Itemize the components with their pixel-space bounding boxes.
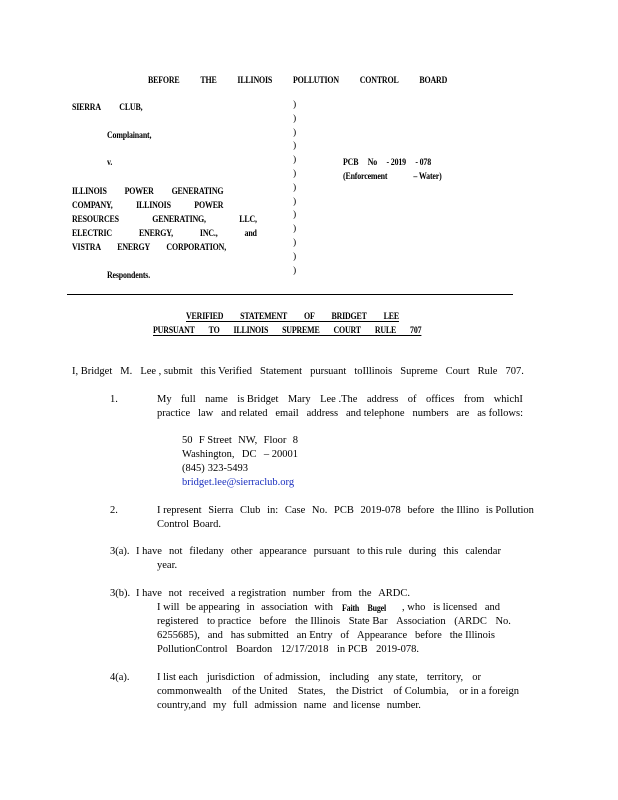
word: SIERRA: [72, 102, 101, 112]
word: Supreme: [400, 366, 438, 377]
word: Control: [157, 519, 190, 530]
respondent-line: [72, 242, 226, 252]
word: the District: [336, 686, 383, 697]
word: this: [443, 546, 459, 557]
caption-paren: ): [293, 100, 297, 110]
word: or in a foreign: [459, 686, 519, 697]
word: law: [198, 408, 214, 419]
paragraph-4a-number: 4(a).: [110, 672, 130, 683]
word: NW,: [238, 435, 258, 446]
word: ENERGY,: [138, 228, 173, 238]
word: my: [212, 700, 227, 711]
word: and license: [333, 700, 381, 711]
respondent-line: [72, 200, 223, 210]
word: 323-5493: [207, 463, 248, 474]
word: of: [340, 630, 350, 641]
word: DC: [241, 449, 257, 460]
case-type: [343, 171, 442, 181]
word: of the United: [232, 686, 288, 697]
word: including: [329, 672, 370, 683]
word: ENERGY: [117, 242, 151, 252]
word: 707: [410, 325, 422, 335]
word: of admission,: [263, 672, 321, 683]
word: during: [408, 546, 437, 557]
word: pursuant: [310, 366, 347, 377]
respondents-label: Respondents.: [107, 270, 151, 280]
word: States,: [297, 686, 326, 697]
caption-paren: ): [293, 168, 297, 179]
caption-paren: ): [293, 196, 297, 207]
word: commonwealth: [157, 686, 222, 697]
word: Faith: [342, 603, 360, 613]
word: Boardon: [236, 644, 273, 655]
paragraph-3a-number: 3(a).: [110, 546, 130, 557]
word: jurisdiction: [206, 672, 255, 683]
word: BOARD: [419, 75, 448, 85]
word: in: [246, 602, 255, 613]
word: received: [188, 588, 225, 599]
word: 707.: [505, 366, 524, 377]
word: No.: [495, 616, 511, 627]
versus-label: v.: [107, 157, 113, 167]
word: I represent: [157, 505, 202, 516]
word: CONTROL: [359, 75, 399, 85]
word: and: [484, 602, 500, 613]
word: Statement: [260, 366, 303, 377]
word: POWER: [194, 200, 224, 210]
word: full: [181, 394, 196, 405]
word: (Enforcement: [343, 171, 388, 181]
word: Court: [445, 366, 470, 377]
word: appearance: [259, 546, 307, 557]
word: BEFORE: [148, 75, 180, 85]
word: in:: [267, 505, 279, 516]
word: be appearing: [185, 602, 240, 613]
word: Floor: [263, 435, 287, 446]
word: I list each: [157, 672, 198, 683]
word: to this rule: [356, 546, 402, 557]
word: 2019-078.: [376, 644, 419, 655]
paragraph-3b-line: [157, 616, 511, 627]
word: Board.: [192, 519, 221, 530]
word: name: [303, 700, 327, 711]
address-city: [182, 449, 298, 460]
statement-title-line2: [153, 325, 421, 336]
word: number.: [386, 700, 421, 711]
word: BRIDGET: [331, 311, 367, 321]
word: No.: [311, 505, 328, 516]
word: pursuant: [313, 546, 350, 557]
word: I will: [157, 602, 180, 613]
paragraph-1-line: [157, 394, 523, 405]
paragraph-2-line: [157, 505, 534, 516]
word: GENERATING,: [152, 214, 206, 224]
caption-paren: ): [293, 237, 297, 248]
word: VISTRA: [72, 242, 101, 252]
word: Case: [284, 505, 306, 516]
word: 12/17/2018: [280, 644, 329, 655]
word: the Illino: [440, 505, 480, 516]
word: My: [157, 394, 172, 405]
caption-paren: ): [293, 141, 297, 152]
word: LEE: [383, 311, 399, 321]
word: (ARDC: [454, 616, 487, 627]
word: as follows:: [477, 408, 523, 419]
word: OF: [303, 311, 315, 321]
board-heading: [148, 75, 447, 85]
respondent-line: [72, 228, 257, 238]
word: 8: [292, 435, 298, 446]
word: the Illinois: [294, 616, 341, 627]
word: ELECTRIC: [72, 228, 112, 238]
paragraph-3b-line: [157, 644, 419, 655]
caption-paren: ): [293, 251, 297, 262]
word: PCB: [334, 505, 354, 516]
word: GENERATING: [171, 186, 224, 196]
word: admission: [254, 700, 297, 711]
word: other: [230, 546, 253, 557]
word: calendar: [465, 546, 501, 557]
statement-title-line1: [186, 311, 399, 322]
word: an Entry: [296, 630, 333, 641]
word: has submitted: [230, 630, 289, 641]
caption-paren: ): [293, 210, 297, 221]
word: , who: [402, 602, 426, 613]
word: Rule: [477, 366, 498, 377]
word: numbers: [412, 408, 449, 419]
word: this Verified: [200, 366, 252, 377]
word: email: [275, 408, 299, 419]
word: ILLINOIS: [233, 325, 269, 335]
paragraph-3b-line: [136, 588, 410, 599]
word: – Water): [413, 171, 442, 181]
word: toIllinois: [354, 366, 393, 377]
word: before: [415, 630, 442, 641]
complainant-label: Complainant,: [107, 130, 152, 140]
word: in PCB: [337, 644, 368, 655]
word: VERIFIED: [186, 311, 224, 321]
word: Association: [396, 616, 446, 627]
caption-paren: ): [293, 113, 297, 124]
word: is Pollution: [485, 505, 534, 516]
word: RULE: [374, 325, 397, 335]
paragraph-2-number: 2.: [110, 505, 118, 516]
word: of: [407, 394, 417, 405]
word: Washington,: [182, 449, 235, 460]
caption-parentheses: [293, 99, 296, 278]
word: before: [407, 505, 435, 516]
word: address: [306, 408, 339, 419]
paragraph-3b-line: [157, 630, 495, 641]
caption-divider: [67, 294, 513, 295]
paragraph-3a-line: [136, 546, 501, 557]
word: (845): [182, 463, 205, 474]
word: Mary: [287, 394, 311, 405]
paragraph-4a-line: [157, 700, 421, 711]
word: Appearance: [357, 630, 408, 641]
word: TO: [208, 325, 220, 335]
word: the Illinois: [449, 630, 495, 641]
paragraph-4a-line: [157, 672, 481, 683]
word: of Columbia,: [393, 686, 449, 697]
word: offices: [426, 394, 455, 405]
word: name: [205, 394, 228, 405]
paragraph-3b-line: [157, 602, 333, 613]
paragraph-2-line: [157, 519, 221, 530]
word: LLC,: [239, 214, 257, 224]
word: PollutionControl: [157, 644, 228, 655]
word: RESOURCES: [72, 214, 119, 224]
word: association: [261, 602, 308, 613]
associate-name: [342, 603, 386, 613]
word: and telephone: [345, 408, 405, 419]
case-number: [343, 157, 431, 167]
complainant-name: [72, 102, 142, 112]
word: – 20001: [263, 449, 298, 460]
word: registered: [157, 616, 199, 627]
word: ILLINOIS: [72, 186, 107, 196]
word: M.: [120, 366, 133, 377]
word: CORPORATION,: [166, 242, 226, 252]
email-link[interactable]: bridget.lee@sierraclub.org: [182, 477, 295, 488]
word: with: [314, 602, 333, 613]
word: or: [472, 672, 481, 683]
respondent-line: [72, 214, 257, 224]
paragraph-4a-line: [157, 686, 519, 697]
word: not: [168, 588, 183, 599]
word: 6255685),: [157, 630, 200, 641]
word: are: [456, 408, 470, 419]
word: from: [331, 588, 352, 599]
word: POLLUTION: [292, 75, 339, 85]
word: 2019-078: [360, 505, 401, 516]
word: filedany: [189, 546, 224, 557]
word: to practice: [206, 616, 251, 627]
word: full: [233, 700, 248, 711]
word: ILLINOIS: [136, 200, 171, 210]
word: Lee .The: [320, 394, 358, 405]
caption-paren: ): [293, 155, 297, 166]
word: F Street: [198, 435, 232, 446]
word: STATEMENT: [240, 311, 288, 321]
word: ILLINOIS: [237, 75, 273, 85]
paragraph-1-line: [157, 408, 523, 419]
caption-paren: ): [293, 265, 297, 276]
word: No: [367, 157, 378, 167]
word: I have: [136, 546, 162, 557]
word: practice: [157, 408, 191, 419]
word: any state,: [378, 672, 418, 683]
word: - 078: [415, 157, 431, 167]
caption-paren: ): [293, 127, 297, 138]
word: I have: [136, 588, 162, 599]
word: not: [168, 546, 183, 557]
word: and: [244, 228, 257, 238]
word: from: [463, 394, 485, 405]
respondent-line: [72, 186, 223, 196]
word: THE: [200, 75, 217, 85]
word: PCB: [343, 157, 359, 167]
word: is Bridget: [237, 394, 279, 405]
word: SUPREME: [282, 325, 320, 335]
word: and related: [221, 408, 268, 419]
word: country,and: [157, 700, 207, 711]
word: COURT: [333, 325, 361, 335]
paragraph-3b-number: 3(b).: [110, 588, 131, 599]
word: CLUB,: [119, 102, 143, 112]
word: 50: [182, 435, 193, 446]
word: INC.,: [199, 228, 218, 238]
intro-statement: [72, 366, 524, 377]
word: Bugel: [367, 603, 386, 613]
word: number: [292, 588, 325, 599]
word: I, Bridget: [72, 366, 113, 377]
paragraph-3b-line: [402, 602, 500, 613]
word: territory,: [426, 672, 464, 683]
paragraph-3a-line: year.: [157, 560, 178, 571]
word: the: [358, 588, 372, 599]
word: before: [259, 616, 287, 627]
word: PURSUANT: [153, 325, 195, 335]
word: Sierra: [208, 505, 234, 516]
word: whichI: [493, 394, 523, 405]
word: is licensed: [433, 602, 478, 613]
word: Club: [240, 505, 261, 516]
caption-paren: ): [293, 224, 297, 235]
word: ARDC.: [378, 588, 410, 599]
word: Lee , submit: [140, 366, 193, 377]
caption-paren: ): [293, 182, 297, 193]
word: State Bar: [348, 616, 388, 627]
word: address: [366, 394, 399, 405]
word: COMPANY,: [72, 200, 113, 210]
paragraph-1-number: 1.: [110, 394, 118, 405]
address-street: [182, 435, 298, 446]
address-phone: [182, 463, 248, 474]
word: a registration: [231, 588, 287, 599]
word: - 2019: [386, 157, 406, 167]
word: POWER: [124, 186, 154, 196]
word: and: [207, 630, 223, 641]
